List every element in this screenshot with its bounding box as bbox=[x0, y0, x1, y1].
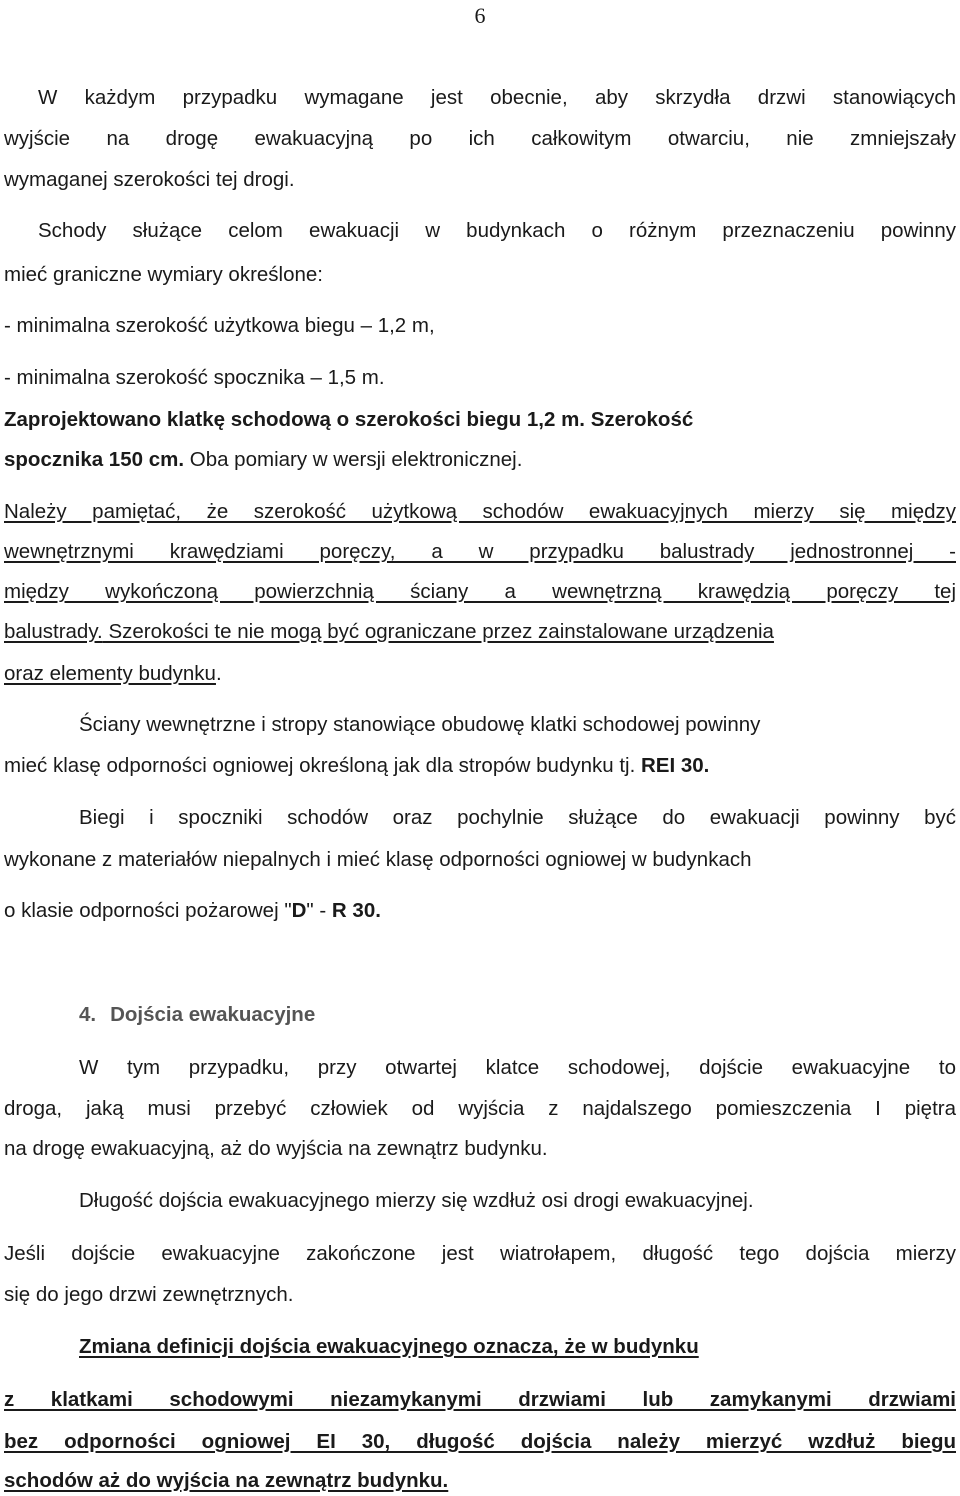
page-number: 6 bbox=[474, 3, 486, 28]
fire-class-d: D bbox=[291, 899, 307, 922]
paragraph-stairs-line-2: mieć graniczne wymiary określone: bbox=[4, 263, 324, 286]
measurement-line-5-period: . bbox=[215, 662, 222, 685]
paragraph-measurement-line-2: wewnętrznymi krawędziami poręczy, a w przypadku balustrady jednostronnej - bbox=[4, 540, 956, 563]
paragraph-flights-line-1: Biegi i spoczniki schodów oraz pochylnie służące do ewakuacji powinny być bbox=[79, 806, 956, 829]
fire-class-r30: R 30. bbox=[331, 899, 381, 922]
bullet-min-landing-width: - minimalna szerokość spocznika – 1,5 m. bbox=[4, 366, 385, 389]
fire-class-rei30: REI 30. bbox=[640, 754, 710, 777]
paragraph-doors-line-2: wyjście na drogę ewakuacyjną po ich całkowitym otwarciu, nie zmniejszały bbox=[4, 127, 956, 150]
paragraph-doors-line-1: W każdym przypadku wymagane jest obecnie, aby skrzydła drzwi stanowiących bbox=[38, 86, 956, 109]
paragraph-walls-line-2 bbox=[4, 752, 956, 780]
section-heading bbox=[79, 1001, 679, 1029]
paragraph-vestibule-line-2: się do jego drzwi zewnętrznych. bbox=[4, 1283, 294, 1306]
paragraph-measurement-line-1: Należy pamiętać, że szerokość użytkową schodów ewakuacyjnych mierzy się między bbox=[4, 500, 956, 523]
design-statement-line-1: Zaprojektowano klatkę schodową o szerokości biegu 1,2 m. Szerokość bbox=[4, 408, 694, 431]
paragraph-doors-line-3: wymaganej szerokości tej drogi. bbox=[4, 168, 295, 191]
note-line-1: Zmiana definicji dojścia ewakuacyjnego oznacza, że w budynku bbox=[79, 1335, 699, 1358]
flights-line-3-text: o klasie odporności pożarowej " bbox=[4, 899, 292, 922]
note-line-2: z klatkami schodowymi niezamykanymi drzwiami lub zamykanymi drzwiami bbox=[4, 1388, 956, 1411]
paragraph-definition-line-3: na drogę ewakuacyjną, aż do wyjścia na zewnątrz budynku. bbox=[4, 1137, 548, 1160]
section-number: 4. bbox=[79, 1003, 97, 1026]
paragraph-vestibule-line-1: Jeśli dojście ewakuacyjne zakończone jest wiatrołapem, długość tego dojścia mierzy bbox=[4, 1242, 956, 1265]
paragraph-measurement-line-5 bbox=[4, 660, 956, 688]
paragraph-flights-line-3 bbox=[4, 897, 956, 925]
bullet-min-flight-width: - minimalna szerokość użytkowa biegu – 1,2 m, bbox=[4, 314, 435, 337]
measurement-line-4-rest: Szerokości te nie mogą być ograniczane przez zainstalowane urządzenia bbox=[102, 620, 774, 643]
paragraph-definition-line-2: droga, jaką musi przebyć człowiek od wyjścia z najdalszego pomieszczenia I piętra bbox=[4, 1097, 956, 1120]
flights-line-3-sep: " - bbox=[306, 899, 332, 922]
measurement-line-5-underlined: oraz elementy budynku bbox=[4, 662, 216, 685]
walls-line-2-text: mieć klasę odporności ogniowej określoną jak dla stropów budynku tj. bbox=[4, 754, 641, 777]
design-statement-line-2 bbox=[4, 446, 956, 474]
note-line-4: schodów aż do wyjścia na zewnątrz budynku. bbox=[4, 1469, 449, 1492]
paragraph-definition-line-1: W tym przypadku, przy otwartej klatce schodowej, dojście ewakuacyjne to bbox=[79, 1056, 956, 1079]
paragraph-flights-line-2: wykonane z materiałów niepalnych i mieć klasę odporności ogniowej w budynkach bbox=[4, 848, 752, 871]
paragraph-stairs-line-1: Schody służące celom ewakuacji w budynkach o różnym przeznaczeniu powinny bbox=[38, 219, 956, 242]
section-title: Dojścia ewakuacyjne bbox=[110, 1003, 316, 1026]
paragraph-walls-line-1: Ściany wewnętrzne i stropy stanowiące obudowę klatki schodowej powinny bbox=[79, 713, 761, 736]
design-statement-note: Oba pomiary w wersji elektronicznej. bbox=[184, 448, 523, 471]
paragraph-measurement-line-3: między wykończoną powierzchnią ściany a wewnętrzną krawędzią poręczy tej bbox=[4, 580, 956, 603]
landing-width-value: spocznika 150 cm. bbox=[4, 448, 185, 471]
paragraph-measurement-line-4 bbox=[4, 618, 956, 646]
paragraph-length-measure: Długość dojścia ewakuacyjnego mierzy się wzdłuż osi drogi ewakuacyjnej. bbox=[79, 1189, 754, 1212]
note-line-3: bez odporności ogniowej EI 30, długość dojścia należy mierzyć wzdłuż biegu bbox=[4, 1430, 956, 1453]
measurement-line-4-underlined: balustrady. bbox=[4, 620, 103, 643]
